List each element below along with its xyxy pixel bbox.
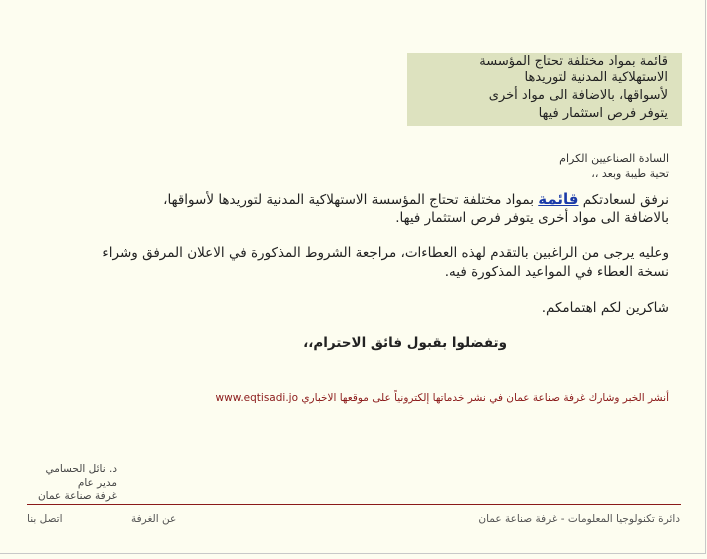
paragraph-1-prefix: نرفق لسعادتكم <box>578 192 669 208</box>
salutation-line-2: تحية طيبة وبعد ،، <box>591 167 669 180</box>
list-link[interactable]: قائمة <box>538 190 579 208</box>
footer-divider <box>27 504 681 505</box>
signature-name: د. نائل الحسامي <box>45 463 117 475</box>
paragraph-1-suffix: بمواد مختلفة تحتاج المؤسسة الاستهلاكية المدنية لتوريدها لأسواقها، <box>163 192 539 208</box>
paragraph-1-line-1 <box>163 190 669 210</box>
signature-org: غرفة صناعة عمان <box>37 490 117 502</box>
paragraph-1-line-2: بالاضافة الى مواد أخرى يتوفر فرص استثمار فيها. <box>395 210 669 226</box>
footer-contact-link[interactable]: اتصل بنا <box>27 513 63 525</box>
title-banner <box>407 53 682 126</box>
banner-line-1: قائمة بمواد مختلفة تحتاج المؤسسة <box>479 54 668 69</box>
share-note: أنشر الخبر وشارك غرفة صناعة عمان في نشر خدماتها إلكترونياً على موقعها الاخباري www.eqtisadi.jo <box>215 392 669 404</box>
closing-text: وتفضلوا بقبول فائق الاحترام،، <box>303 335 507 351</box>
paragraph-2-line-1: وعليه يرجى من الراغبين بالتقدم لهذه العطاءات، مراجعة الشروط المذكورة في الاعلان المرفق وشراء <box>102 245 669 261</box>
banner-line-2: الاستهلاكية المدنية لتوريدها <box>524 70 668 85</box>
banner-line-3: لأسواقها، بالاضافة الى مواد أخرى <box>488 88 668 103</box>
thanks-text: شاكرين لكم اهتمامكم. <box>541 300 669 316</box>
footer-about-link[interactable]: عن الغرفة <box>131 513 177 525</box>
paragraph-2-line-2: نسخة العطاء في المواعيد المذكورة فيه. <box>444 264 669 280</box>
signature-title: مدير عام <box>77 477 117 489</box>
footer-department: دائرة تكنولوجيا المعلومات - غرفة صناعة عمان <box>478 513 680 525</box>
banner-line-4: يتوفر فرص استثمار فيها <box>538 106 668 121</box>
salutation-line-1: السادة الصناعيين الكرام <box>559 152 669 165</box>
